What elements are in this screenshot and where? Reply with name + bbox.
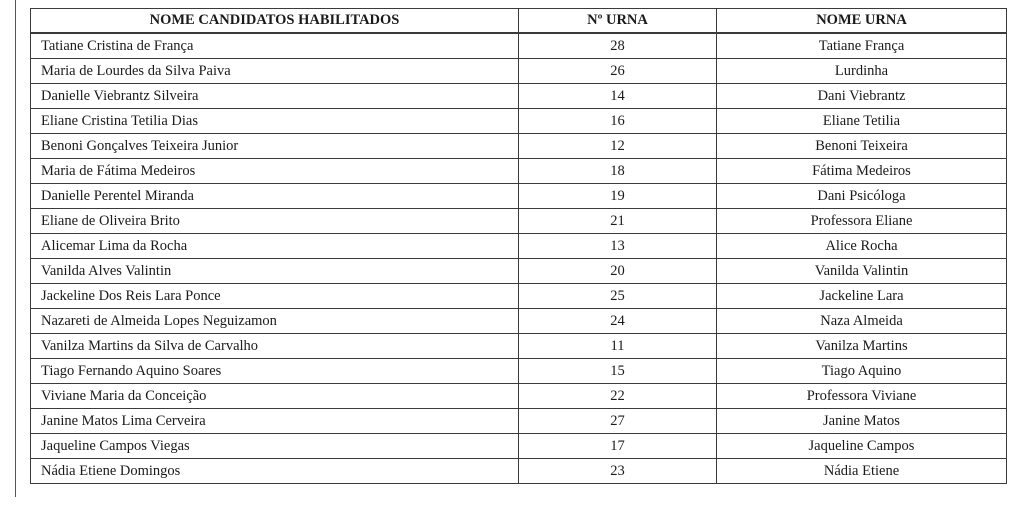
cell-ballot-number: 14 bbox=[519, 84, 717, 109]
cell-candidate-name: Jaqueline Campos Viegas bbox=[31, 434, 519, 459]
table-row bbox=[31, 384, 1007, 409]
cell-ballot-number: 20 bbox=[519, 259, 717, 284]
cell-ballot-name: Vanilza Martins bbox=[717, 334, 1007, 359]
cell-ballot-number: 24 bbox=[519, 309, 717, 334]
cell-candidate-name: Danielle Perentel Miranda bbox=[31, 184, 519, 209]
cell-ballot-number: 25 bbox=[519, 284, 717, 309]
candidates-table bbox=[30, 8, 1007, 484]
table-row bbox=[31, 259, 1007, 284]
cell-candidate-name: Vanilza Martins da Silva de Carvalho bbox=[31, 334, 519, 359]
table-row bbox=[31, 334, 1007, 359]
table-row bbox=[31, 84, 1007, 109]
table-row bbox=[31, 109, 1007, 134]
cell-candidate-name: Eliane Cristina Tetilia Dias bbox=[31, 109, 519, 134]
cell-ballot-name: Alice Rocha bbox=[717, 234, 1007, 259]
cell-ballot-name: Jackeline Lara bbox=[717, 284, 1007, 309]
cell-ballot-number: 26 bbox=[519, 59, 717, 84]
table-row bbox=[31, 284, 1007, 309]
cell-candidate-name: Tatiane Cristina de França bbox=[31, 33, 519, 59]
cell-ballot-name: Lurdinha bbox=[717, 59, 1007, 84]
cell-ballot-name: Jaqueline Campos bbox=[717, 434, 1007, 459]
cell-ballot-name: Naza Almeida bbox=[717, 309, 1007, 334]
table-row bbox=[31, 359, 1007, 384]
table-row bbox=[31, 134, 1007, 159]
cell-candidate-name: Maria de Fátima Medeiros bbox=[31, 159, 519, 184]
table-row bbox=[31, 409, 1007, 434]
cell-candidate-name: Tiago Fernando Aquino Soares bbox=[31, 359, 519, 384]
cell-candidate-name: Nádia Etiene Domingos bbox=[31, 459, 519, 484]
table-row bbox=[31, 33, 1007, 59]
cell-candidate-name: Janine Matos Lima Cerveira bbox=[31, 409, 519, 434]
table-row bbox=[31, 59, 1007, 84]
cell-candidate-name: Alicemar Lima da Rocha bbox=[31, 234, 519, 259]
header-candidate-name: NOME CANDIDATOS HABILITADOS bbox=[31, 9, 519, 34]
cell-ballot-number: 18 bbox=[519, 159, 717, 184]
table-row bbox=[31, 459, 1007, 484]
cell-ballot-name: Janine Matos bbox=[717, 409, 1007, 434]
cell-ballot-number: 27 bbox=[519, 409, 717, 434]
cell-ballot-number: 11 bbox=[519, 334, 717, 359]
cell-ballot-name: Tatiane França bbox=[717, 33, 1007, 59]
cell-ballot-number: 28 bbox=[519, 33, 717, 59]
table-row bbox=[31, 209, 1007, 234]
cell-candidate-name: Viviane Maria da Conceição bbox=[31, 384, 519, 409]
cell-candidate-name: Vanilda Alves Valintin bbox=[31, 259, 519, 284]
cell-ballot-name: Tiago Aquino bbox=[717, 359, 1007, 384]
table-body bbox=[31, 33, 1007, 484]
cell-candidate-name: Nazareti de Almeida Lopes Neguizamon bbox=[31, 309, 519, 334]
cell-ballot-name: Dani Psicóloga bbox=[717, 184, 1007, 209]
cell-ballot-name: Benoni Teixeira bbox=[717, 134, 1007, 159]
table-row bbox=[31, 184, 1007, 209]
cell-ballot-number: 19 bbox=[519, 184, 717, 209]
cell-ballot-name: Eliane Tetilia bbox=[717, 109, 1007, 134]
header-ballot-name: NOME URNA bbox=[717, 9, 1007, 34]
cell-ballot-name: Vanilda Valintin bbox=[717, 259, 1007, 284]
cell-ballot-name: Professora Viviane bbox=[717, 384, 1007, 409]
cell-ballot-number: 12 bbox=[519, 134, 717, 159]
cell-candidate-name: Jackeline Dos Reis Lara Ponce bbox=[31, 284, 519, 309]
cell-ballot-number: 15 bbox=[519, 359, 717, 384]
cell-ballot-number: 13 bbox=[519, 234, 717, 259]
cell-ballot-number: 22 bbox=[519, 384, 717, 409]
cell-ballot-name: Fátima Medeiros bbox=[717, 159, 1007, 184]
cell-candidate-name: Maria de Lourdes da Silva Paiva bbox=[31, 59, 519, 84]
header-ballot-number: Nº URNA bbox=[519, 9, 717, 34]
table-header-row bbox=[31, 9, 1007, 34]
cell-candidate-name: Danielle Viebrantz Silveira bbox=[31, 84, 519, 109]
table-row bbox=[31, 434, 1007, 459]
cell-ballot-number: 21 bbox=[519, 209, 717, 234]
cell-ballot-name: Professora Eliane bbox=[717, 209, 1007, 234]
cell-ballot-name: Nádia Etiene bbox=[717, 459, 1007, 484]
table-row bbox=[31, 309, 1007, 334]
cell-ballot-name: Dani Viebrantz bbox=[717, 84, 1007, 109]
table-row bbox=[31, 159, 1007, 184]
cell-candidate-name: Eliane de Oliveira Brito bbox=[31, 209, 519, 234]
cell-ballot-number: 17 bbox=[519, 434, 717, 459]
page-edge-line bbox=[15, 0, 16, 497]
cell-ballot-number: 16 bbox=[519, 109, 717, 134]
cell-ballot-number: 23 bbox=[519, 459, 717, 484]
table-row bbox=[31, 234, 1007, 259]
cell-candidate-name: Benoni Gonçalves Teixeira Junior bbox=[31, 134, 519, 159]
